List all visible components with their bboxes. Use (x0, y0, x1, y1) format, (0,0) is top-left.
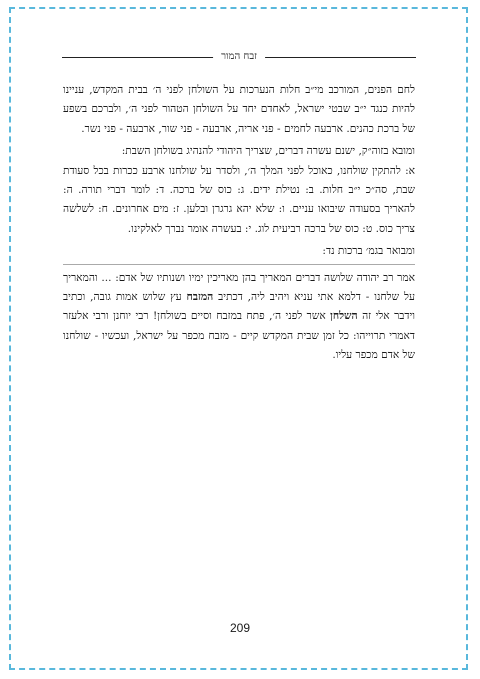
header-title: זבח המור (213, 50, 265, 64)
paragraph-ten-things-list: א: להתקין שולחנו, כאוכל לפני המלך ה׳, ולסדר על שולחנו ארבע ככרות בכל סעודת שבת, סה״כ י״ב חלות. ב: נטילת ידים. ג: כוס של ברכה. ד: לומר דברי תורה. ה: להאריך בסעודה שיבואו עניים. ו: שלא יהא גרגרן ובלען. ז: מים אחרונים. ח: לשלשה צריך כוס. ט: כוס של ברכה רביעית לוג. י: בעשרה אומר נברך לאלקינו. (63, 164, 415, 235)
quote-text-part-3: אשר לפני ה׳, פתח במזבח וסיים בשולחן! רבי יוחנן ורבי אלעזר דאמרי תרוייהו: כל זמן שבית המקדש קיים - מזבח מכפר על ישראל, ועכשיו - שולחנו של אדם מכפר עליו. (63, 310, 415, 362)
paragraph-lechem-hapanim: לחם הפנים, המורכב מי״ב חלות הנערכות על השולחן לפני ה׳ בבית המקדש, עניינו להיות כנגד י״ב שבטי ישראל, לאחדם יחד על השולחן הטהור לפני ה׳, ולברכם בשפע של ברכת כהנים. ארבעה לחמים - פני אריה, ארבעה - פני שור, ארבעה - פני נשר. (63, 84, 415, 135)
running-header (62, 51, 416, 63)
quote-text-part-1: אמר רב יהודה שלושה דברים המאריך בהן מאריכין ימיו ושנותיו של אדם: ... והמאריך על שלחנו - דלמא אתי עניא ויהיב ליה, דכתיב (63, 271, 415, 304)
paragraph-gemara-intro: ומבואר בגמ׳ ברכות נד: (322, 245, 415, 258)
paragraph-gemara-quote (63, 269, 415, 366)
page-number: 209 (229, 621, 251, 635)
quote-text-part-2: עץ שלוש אמות גובה, וכתיב וידבר אלי זה (63, 291, 415, 323)
quote-bold-hashulchan: השלחן (330, 310, 358, 323)
paragraph-zohar-intro: ומובא בזוה״ק, ישנם עשרה דברים, שצריך היהודי להנהיג בשולחן השבת: (121, 145, 415, 158)
quote-divider (63, 264, 415, 265)
page-body (63, 81, 415, 366)
quote-bold-hamizbeach: המזבח (186, 291, 214, 304)
